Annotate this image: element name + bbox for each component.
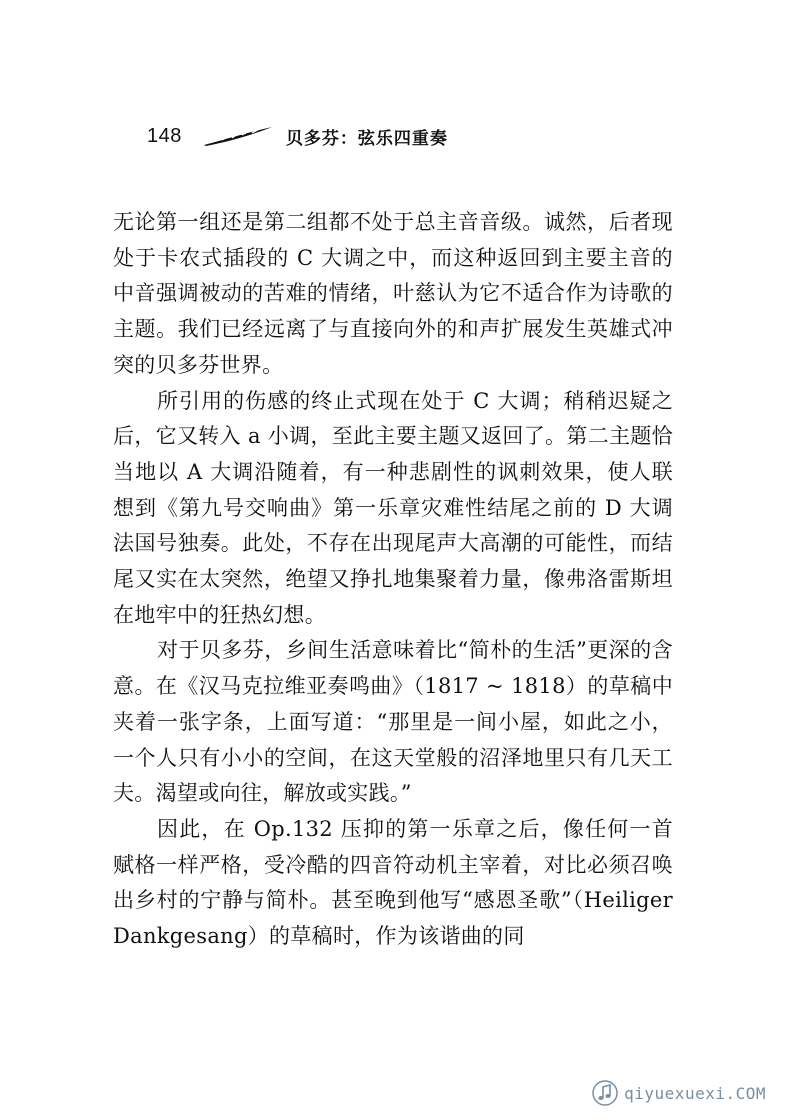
page-number: 148 <box>147 124 182 147</box>
page-header <box>147 118 448 154</box>
running-title: 贝多芬：弦乐四重奏 <box>285 128 448 149</box>
paragraph-3: 对于贝多芬，乡间生活意味着比“简朴的生活”更深的含意。在《汉马克拉维亚奏鸣曲》（1817 ~ 1818）的草稿中夹着一张字条，上面写道：“那里是一间小屋，如此之小，一个人只有小小的空间，在这天堂般的沼泽地里只有几天工夫。渴望或向往，解放或实践。” <box>113 638 673 806</box>
paragraph-1: 无论第一组还是第二组都不处于总主音音级。诚然，后者现处于卡农式插段的 C 大调之中，而这种返回到主要主音的中音强调被动的苦难的情绪，叶慈认为它不适合作为诗歌的主题。我们已经远离了与直接向外的和声扩展发生英雄式冲突的贝多芬世界。 <box>113 210 673 377</box>
watermark-text: qiyuexuexi.COM <box>624 1083 766 1103</box>
body-text <box>113 205 673 955</box>
paragraph-2: 所引用的伤感的终止式现在处于 C 大调；稍稍迟疑之后，它又转入 a 小调，至此主要主题又返回了。第二主题恰当地以 A 大调沿随着，有一种悲剧性的讽刺效果，使人联想到《第九号交响曲》第一乐章灾难性结尾之前的 D 大调法国号独奏。此处，不存在出现尾声大高潮的可能性，而结尾又实在太突然，绝望又挣扎地集聚着力量，像弗洛雷斯坦在地牢中的狂热幻想。 <box>113 388 673 627</box>
music-note-logo-icon <box>592 1080 618 1106</box>
paragraph-4: 因此，在 Op.132 压抑的第一乐章之后，像任何一首赋格一样严格，受冷酷的四音符动机主宰着，对比必须召唤出乡村的宁静与简朴。甚至晚到他写“感恩圣歌”（Heiliger Dankgesang）的草稿时，作为该谐曲的同 <box>113 816 673 949</box>
site-watermark <box>592 1080 766 1106</box>
quill-ornament-icon <box>202 125 274 147</box>
